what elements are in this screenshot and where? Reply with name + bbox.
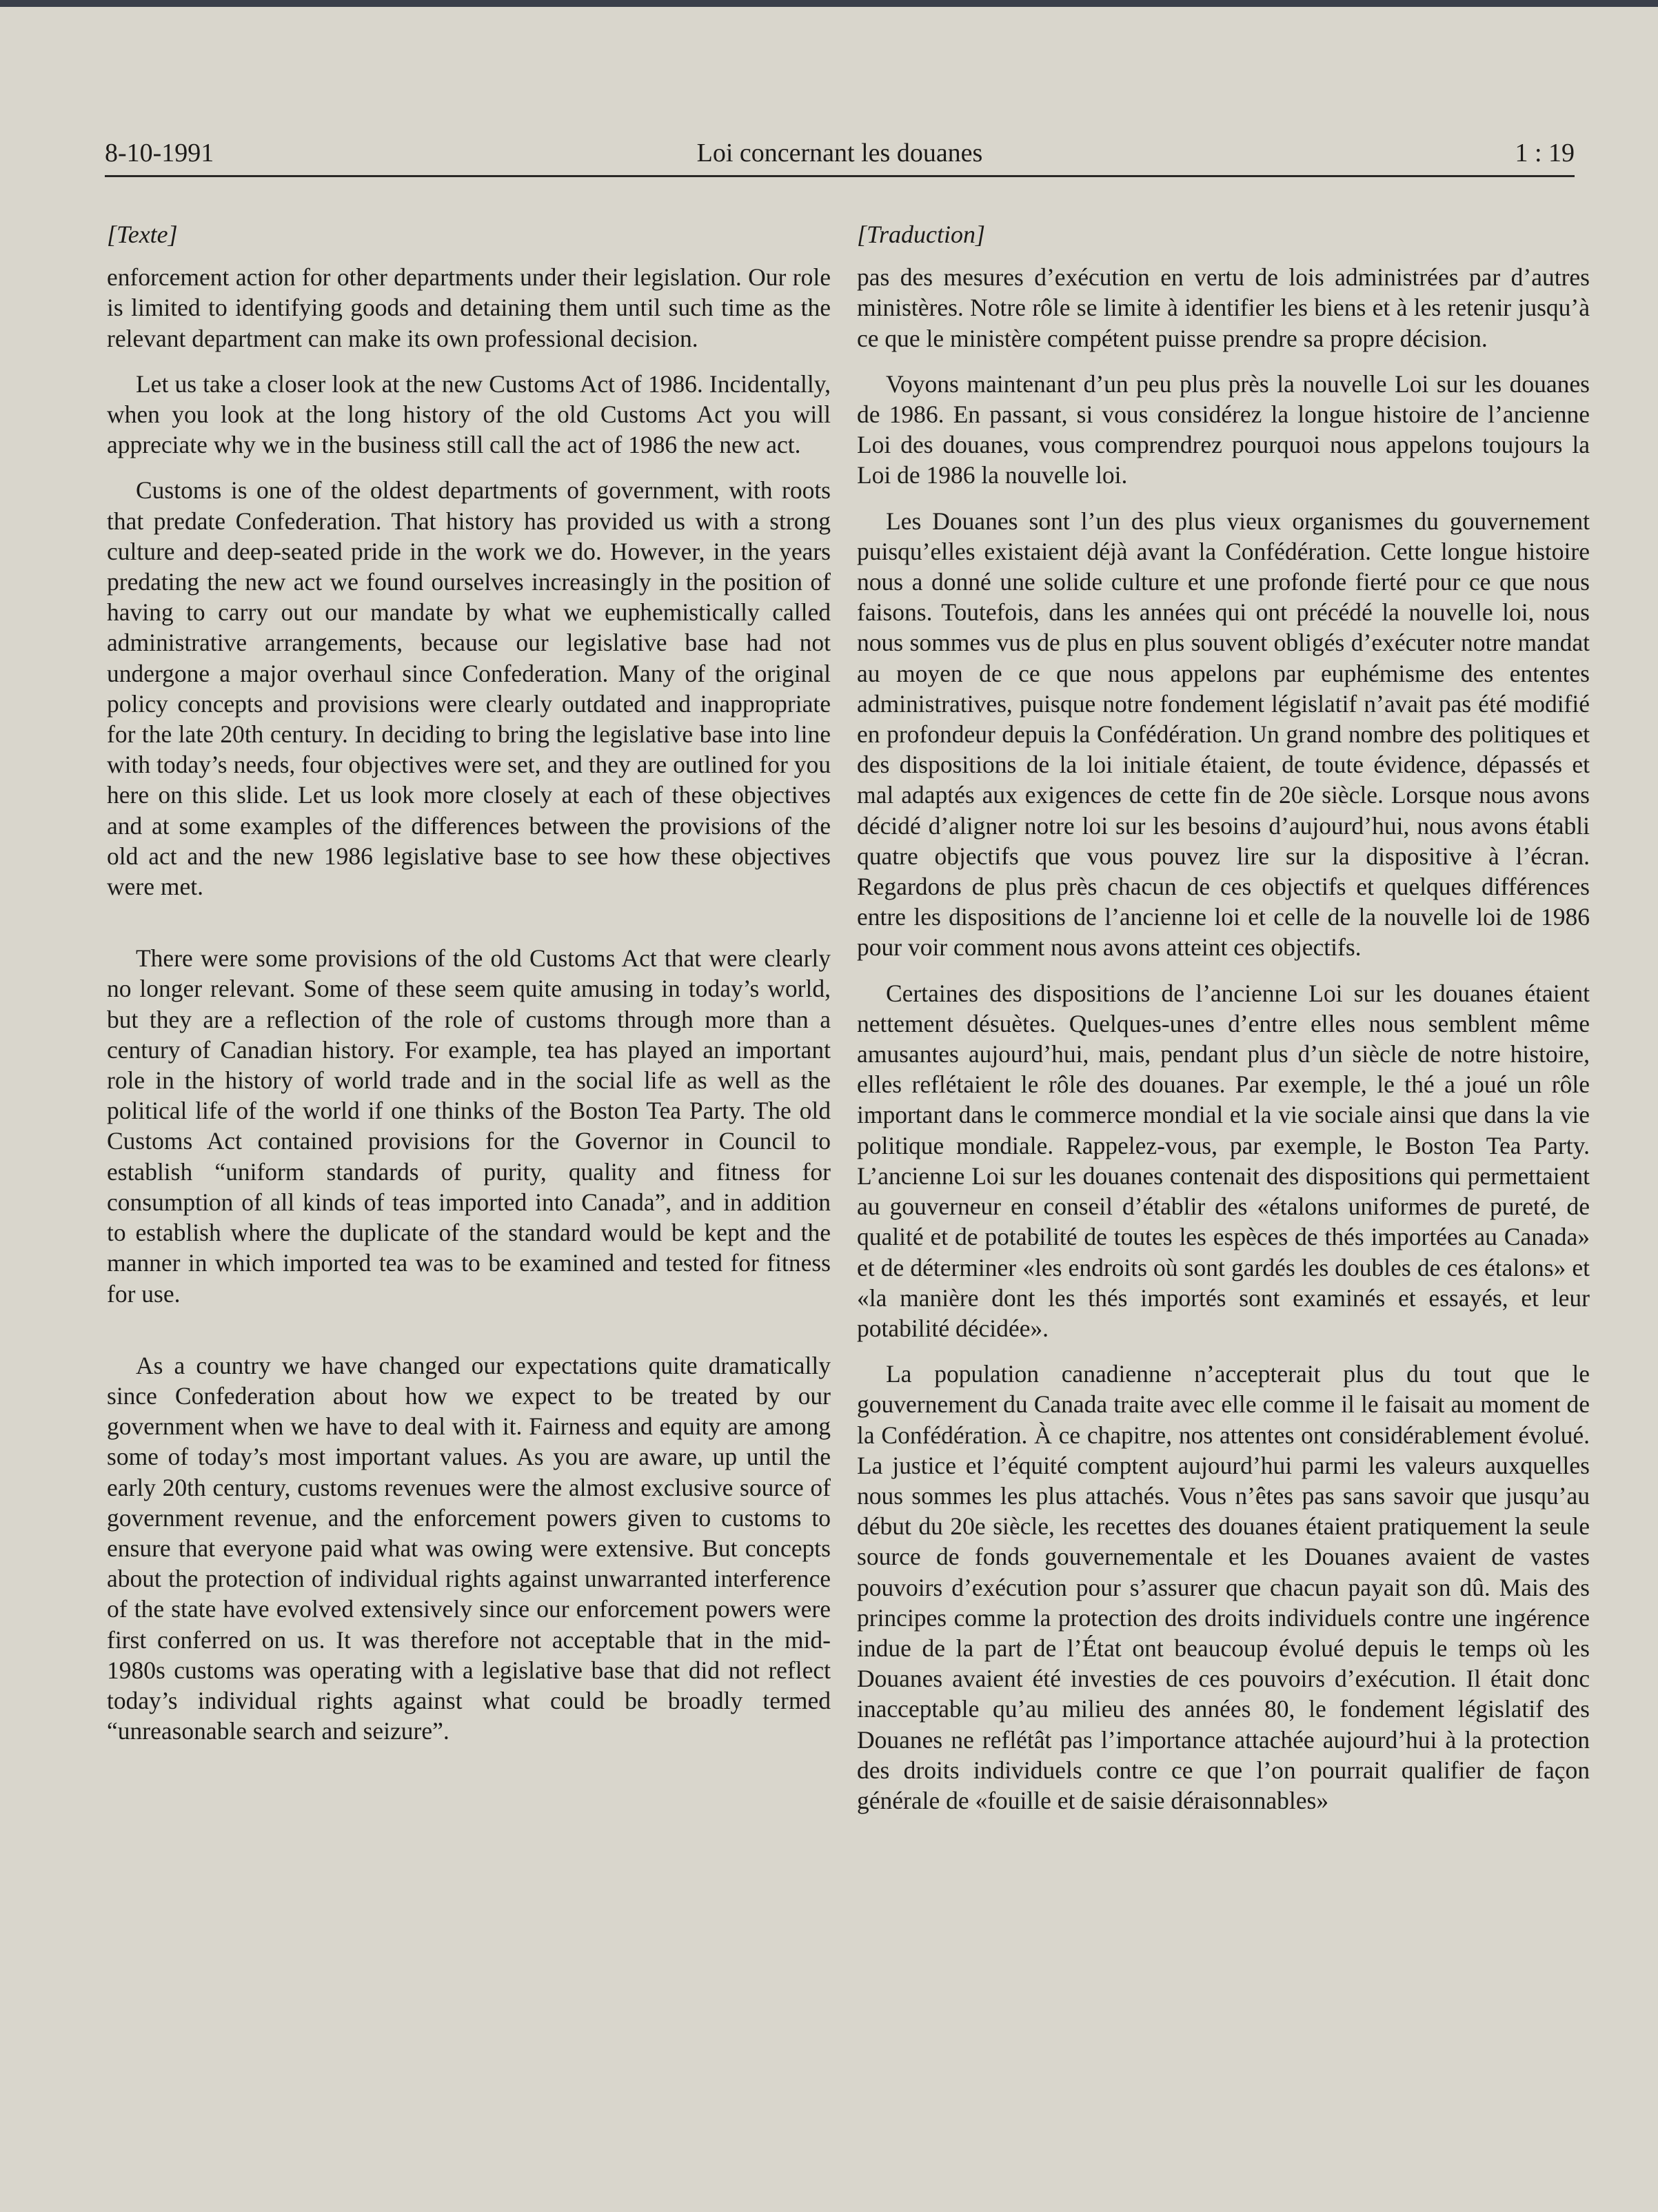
paragraph: Voyons maintenant d’un peu plus près la nouvelle Loi sur les douanes de 1986. En passant, si vous considérez la longue histoire de l’ancienne Loi des douanes, vous comprendrez pourquoi nous appelons toujours la Loi de 1986 la nouvelle loi. <box>857 369 1590 489</box>
paragraph: pas des mesures d’exécution en vertu de lois administrées par d’autres ministères. Notre rôle se limite à identifier les biens et à les retenir jusqu’à ce que le ministère compétent puisse prendre sa propre décision. <box>857 263 1590 352</box>
english-column <box>107 219 831 1761</box>
french-column <box>857 219 1590 1831</box>
scan-top-edge <box>0 0 1658 7</box>
paragraph: Certaines des dispositions de l’ancienne Loi sur les douanes étaient nettement désuètes. Quelques-unes d’entre elles nous semblent même amusantes aujourd’hui, mais, pendant plus d’un siècle de notre histoire, elles reflétaient le rôle des douanes. Par exemple, le thé a joué un rôle important dans le commerce mondial et la vie sociale ainsi que dans la vie politique mondiale. Rappelez-vous, par exemple, le Boston Tea Party. L’ancienne Loi sur les douanes contenait des dispositions qui permettaient au gouverneur en conseil d’établir des «étalons uniformes de pureté, de qualité et de potabilité de toutes les espèces de thés importées au Canada» et de déterminer «les endroits où sont gardés les doubles de ces étalons» et «la manière dont les thés importés sont examinés et essayés, et leur potabilité décidée». <box>857 979 1590 1342</box>
column-label-texte: [Texte] <box>107 221 178 248</box>
paragraph: enforcement action for other departments under their legislation. Our role is limited to identifying goods and detaining them until such time as the relevant department can make its own professional decision. <box>107 263 831 352</box>
paragraph: Let us take a closer look at the new Customs Act of 1986. Incidentally, when you look at the long history of the old Customs Act you will appreciate why we in the business still call the act of 1986 the new act. <box>107 369 831 459</box>
paragraph: La population canadienne n’accepterait plus du tout que le gouvernement du Canada traite avec elle comme il le faisait au moment de la Confédération. À ce chapitre, nos attentes ont considérablement évolué. La justice et l’équité comptent aujourd’hui parmi les valeurs auxquelles nous sommes les plus attachés. Vous n’êtes pas sans savoir que jusqu’au début du 20e siècle, les recettes des douanes étaient pratiquement la seule source de fonds gouvernementale et les Douanes avaient de vastes pouvoirs d’exécution pour s’assurer que chacun payait son dû. Mais des principes comme la protection des droits individuels contre une ingérence indue de la part de l’État ont beaucoup évolué depuis le temps où les Douanes avaient été investies de ces pouvoirs d’exécution. Il était donc inacceptable qu’au milieu des années 80, le fondement législatif des Douanes ne reflétât pas l’importance attachée aujourd’hui à la protection des droits individuels contre ce que l’on pourrait qualifier de façon générale de «fouille et de saisie déraisonnables» <box>857 1360 1590 1814</box>
header-page-number: 1 : 19 <box>1515 139 1575 168</box>
page-header <box>105 131 1575 177</box>
paragraph: Les Douanes sont l’un des plus vieux organismes du gouvernement puisqu’elles existaient déjà avant la Confédération. Cette longue histoire nous a donné une solide culture et une profonde fierté pour ce que nous faisons. Toutefois, dans les années qui ont précédé la nouvelle loi, nous nous sommes vus de plus en plus souvent obligés d’exécuter notre mandat au moyen de ce que nous appelons par euphémisme des ententes administratives, puisque notre fondement législatif n’avait pas été modifié en profondeur depuis la Confédération. Un grand nombre des politiques et des dispositions de la loi initiale étaient, de toute évidence, dépassés et mal adaptés aux exigences de cette fin de 20e siècle. Lorsque nous avons décidé d’aligner notre loi sur les besoins d’aujourd’hui, nous avons établi quatre objectifs que vous pouvez lire sur la dispositive à l’écran. Regardons de plus près chacun de ces objectifs et quelques différences entre les dispositions de l’ancienne loi et celle de la nouvelle loi de 1986 pour voir comment nous avons atteint ces objectifs. <box>857 507 1590 962</box>
paragraph: There were some provisions of the old Customs Act that were clearly no longer relevant. Some of these seem quite amusing in today’s world, but they are a reflection of the role of customs through more than a century of Canadian history. For example, tea has played an important role in the history of world trade and in the social life as well as the political life of the world if one thinks of the Boston Tea Party. The old Customs Act contained provisions for the Governor in Council to establish “uniform standards of purity, quality and fitness for consumption of all kinds of teas imported into Canada”, and in addition to establish where the duplicate of the standard would be kept and the manner in which imported tea was to be examined and tested for fitness for use. <box>107 944 831 1308</box>
paragraph: Customs is one of the oldest departments of government, with roots that predate Confederation. That history has provided us with a strong culture and deep-seated pride in the work we do. However, in the years predating the new act we found ourselves increasingly in the position of having to carry out our mandate by what we euphemistically called administrative arrangements, because our legislative base had not undergone a major overhaul since Confederation. Many of the original policy concepts and provisions were clearly outdated and inappropriate for the late 20th century. In deciding to bring the legislative base into line with today’s needs, four objectives were set, and they are outlined for you here on this slide. Let us look more closely at each of these objectives and at some examples of the differences between the provisions of the old act and the new 1986 legislative base to see how these objectives were met. <box>107 476 831 901</box>
column-label-traduction: [Traduction] <box>857 221 986 248</box>
paragraph: As a country we have changed our expectations quite dramatically since Confederation about how we expect to be treated by our government when we have to deal with it. Fairness and equity are among some of today’s most important values. As you are aware, up until the early 20th century, customs revenues were the almost exclusive source of government revenue, and the enforcement powers given to customs to ensure that everyone paid what was owing were extensive. But concepts about the protection of individual rights against unwarranted interference of the state have evolved extensively since our enforcement powers were first conferred on us. It was therefore not acceptable that in the mid-1980s customs was operating with a legislative base that did not reflect today’s individual rights against what could be broadly termed “unreasonable search and seizure”. <box>107 1351 831 1745</box>
header-title: Loi concernant les douanes <box>696 139 983 168</box>
header-date: 8-10-1991 <box>105 139 214 168</box>
